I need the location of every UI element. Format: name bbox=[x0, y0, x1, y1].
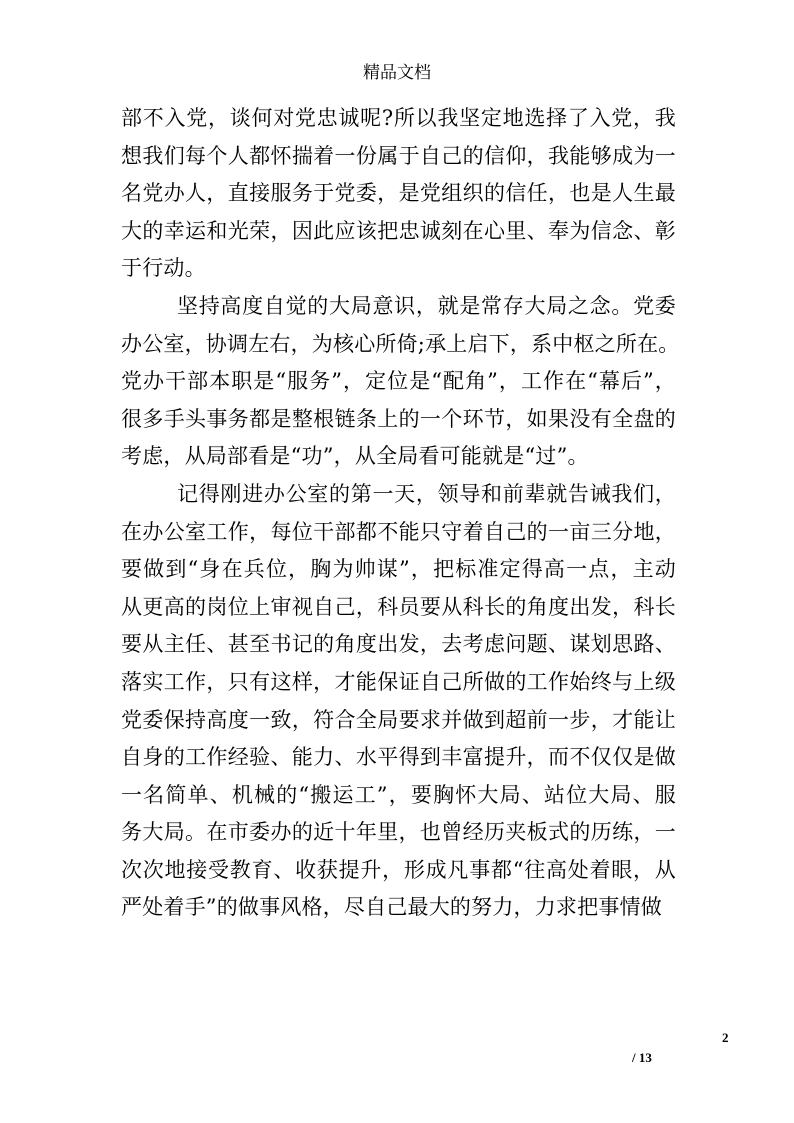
paragraph-line: 要从主任、甚至书记的角度出发，去考虑问题、谋划思路、 bbox=[121, 632, 676, 657]
paragraph-line: 务大局。在市委办的近十年里，也曾经历夹板式的历练，一 bbox=[121, 820, 676, 845]
paragraph-line: 记得刚进办公室的第一天，领导和前辈就告诫我们， bbox=[177, 481, 676, 506]
paragraph-line: 大的幸运和光荣，因此应该把忠诚刻在心里、奉为信念、彰 bbox=[121, 218, 676, 243]
paragraph-line: 名党办人，直接服务于党委，是党组织的信任，也是人生最 bbox=[121, 181, 676, 206]
paragraph-line: 一名简单、机械的“搬运工”，要胸怀大局、站位大局、服 bbox=[121, 782, 676, 807]
paragraph-line: 从更高的岗位上审视自己，科员要从科长的角度出发，科长 bbox=[121, 594, 676, 619]
paragraph-line: 严处着手”的做事风格，尽自己最大的努力，力求把事情做 bbox=[121, 895, 662, 920]
paragraph-line: 想我们每个人都怀揣着一份属于自己的信仰，我能够成为一 bbox=[121, 143, 676, 168]
paragraph-line: 办公室，协调左右，为核心所倚;承上启下，系中枢之所在。 bbox=[121, 331, 680, 356]
document-body bbox=[121, 100, 680, 927]
paragraph-line: 次次地接受教育、收获提升，形成凡事都“往高处着眼，从 bbox=[121, 857, 676, 882]
page-number: 2 bbox=[722, 1030, 729, 1045]
page-header-title: 精品文档 bbox=[363, 63, 431, 83]
paragraph-line: 很多手头事务都是整根链条上的一个环节，如果没有全盘的 bbox=[121, 406, 676, 431]
paragraph-line: 考虑，从局部看是“功”，从全局看可能就是“过”。 bbox=[121, 444, 589, 469]
paragraph-line: 于行动。 bbox=[121, 256, 206, 281]
paragraph-line: 要做到“身在兵位，胸为帅谋”，把标准定得高一点，主动 bbox=[121, 557, 676, 582]
page-total: / 13 bbox=[632, 1050, 652, 1065]
paragraph-line: 在办公室工作，每位干部都不能只守着自己的一亩三分地， bbox=[121, 519, 676, 544]
paragraph-line: 落实工作，只有这样，才能保证自己所做的工作始终与上级 bbox=[121, 669, 676, 694]
paragraph-line: 党委保持高度一致，符合全局要求并做到超前一步，才能让 bbox=[121, 707, 676, 732]
paragraph-line: 党办干部本职是“服务”，定位是“配角”，工作在“幕后”， bbox=[121, 369, 676, 394]
paragraph-line: 自身的工作经验、能力、水平得到丰富提升，而不仅仅是做 bbox=[121, 745, 676, 770]
paragraph-line: 坚持高度自觉的大局意识，就是常存大局之念。党委 bbox=[177, 293, 676, 318]
paragraph-line: 部不入党，谈何对党忠诚呢?所以我坚定地选择了入党，我 bbox=[121, 106, 676, 130]
